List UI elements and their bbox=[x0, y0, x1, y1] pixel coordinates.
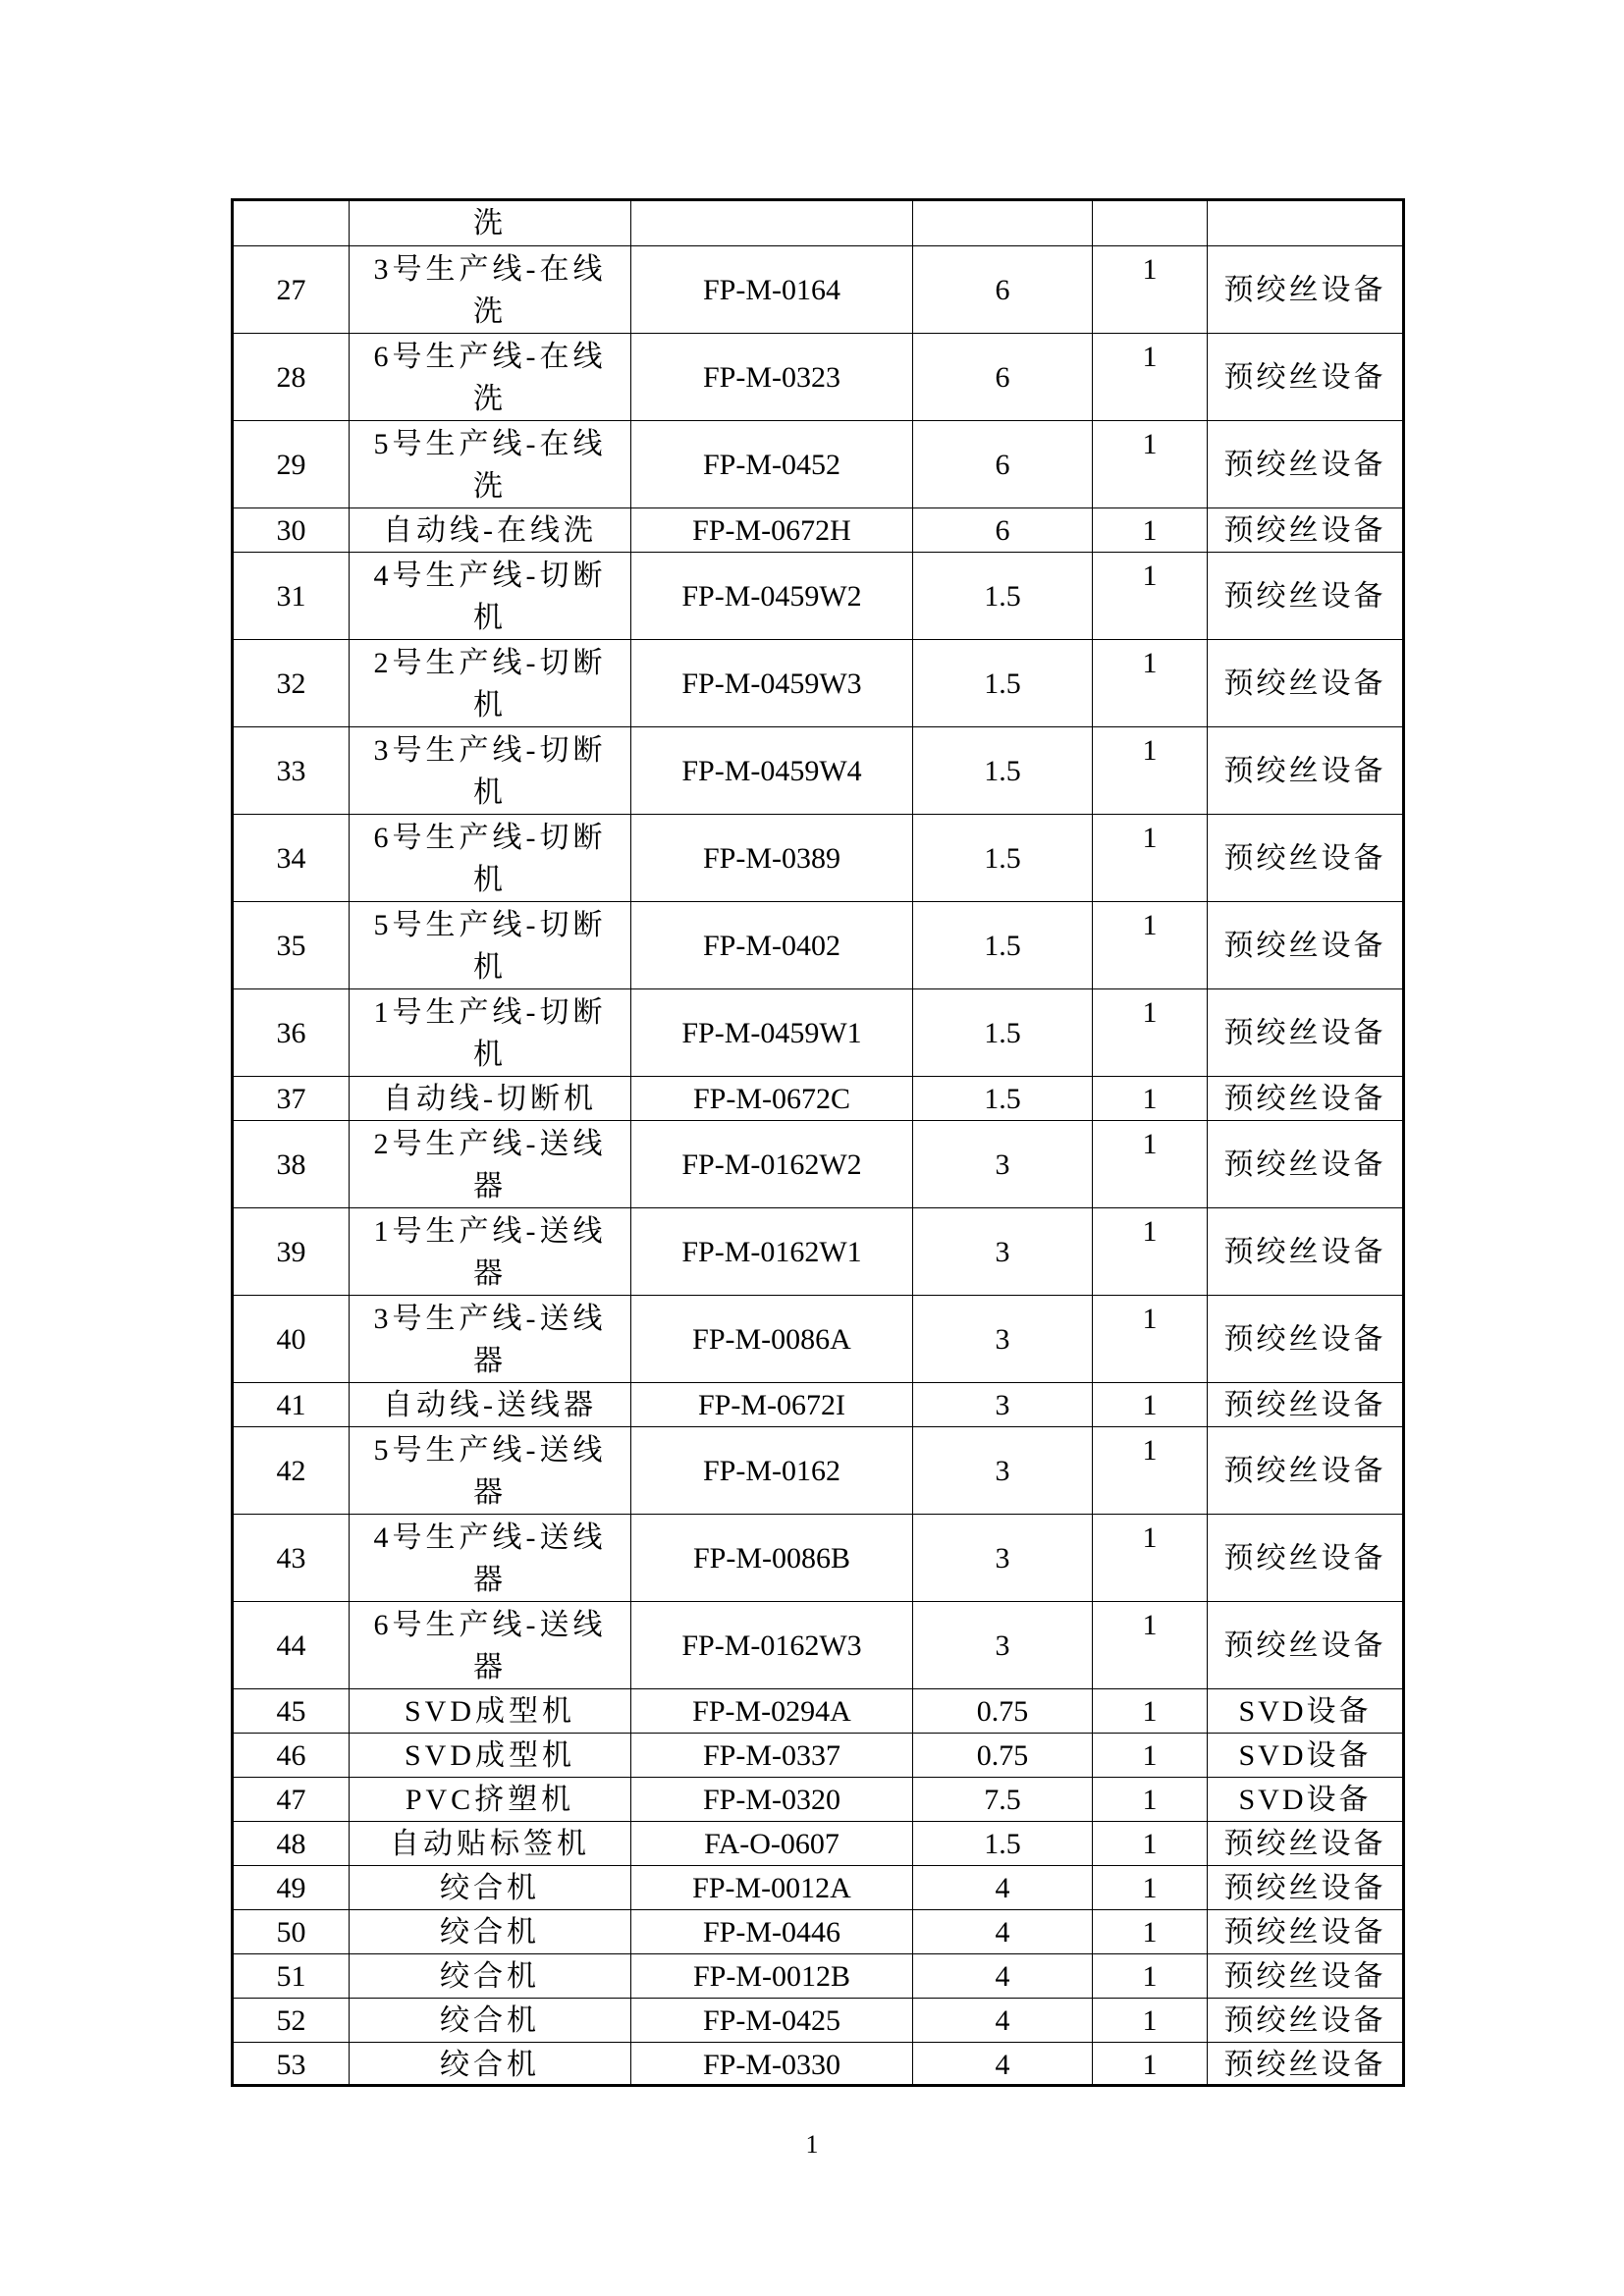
category-cell: SVD设备 bbox=[1208, 1778, 1402, 1822]
category-cell: 预绞丝设备 bbox=[1208, 815, 1402, 902]
equipment-name-cell: 6号生产线-切断机 bbox=[350, 815, 631, 902]
power-cell: 1.5 bbox=[913, 902, 1093, 989]
row-number-cell: 32 bbox=[234, 640, 350, 727]
quantity-cell: 1 bbox=[1093, 727, 1208, 815]
equipment-name-cell: 自动线-切断机 bbox=[350, 1077, 631, 1121]
category-cell bbox=[1208, 201, 1402, 246]
equipment-code-cell: FP-M-0402 bbox=[631, 902, 913, 989]
row-number-cell: 38 bbox=[234, 1121, 350, 1208]
power-cell: 0.75 bbox=[913, 1734, 1093, 1778]
row-number-cell: 48 bbox=[234, 1822, 350, 1866]
quantity-cell: 1 bbox=[1093, 1427, 1208, 1515]
page-number: 1 bbox=[805, 2130, 819, 2159]
row-number-cell bbox=[234, 201, 350, 246]
power-cell: 1.5 bbox=[913, 815, 1093, 902]
equipment-name-cell: 洗 bbox=[350, 201, 631, 246]
row-number-cell: 49 bbox=[234, 1866, 350, 1910]
equipment-name-cell: 绞合机 bbox=[350, 2043, 631, 2087]
quantity-cell: 1 bbox=[1093, 2043, 1208, 2087]
power-cell: 3 bbox=[913, 1515, 1093, 1602]
row-number-cell: 40 bbox=[234, 1296, 350, 1383]
quantity-cell: 1 bbox=[1093, 1121, 1208, 1208]
quantity-cell: 1 bbox=[1093, 1734, 1208, 1778]
quantity-cell: 1 bbox=[1093, 1778, 1208, 1822]
quantity-cell: 1 bbox=[1093, 989, 1208, 1077]
category-cell: 预绞丝设备 bbox=[1208, 1602, 1402, 1689]
category-cell: 预绞丝设备 bbox=[1208, 1515, 1402, 1602]
power-cell: 4 bbox=[913, 1866, 1093, 1910]
equipment-code-cell: FP-M-0459W4 bbox=[631, 727, 913, 815]
category-cell: 预绞丝设备 bbox=[1208, 1910, 1402, 1954]
equipment-name-cell: 6号生产线-送线器 bbox=[350, 1602, 631, 1689]
quantity-cell: 1 bbox=[1093, 1383, 1208, 1427]
equipment-name-cell: 3号生产线-切断机 bbox=[350, 727, 631, 815]
equipment-code-cell: FP-M-0446 bbox=[631, 1910, 913, 1954]
equipment-code-cell: FP-M-0086A bbox=[631, 1296, 913, 1383]
power-cell: 1.5 bbox=[913, 727, 1093, 815]
category-cell: SVD设备 bbox=[1208, 1734, 1402, 1778]
power-cell: 4 bbox=[913, 1910, 1093, 1954]
equipment-name-cell: 绞合机 bbox=[350, 1866, 631, 1910]
equipment-code-cell: FP-M-0164 bbox=[631, 246, 913, 334]
quantity-cell: 1 bbox=[1093, 1208, 1208, 1296]
equipment-code-cell: FP-M-0425 bbox=[631, 1999, 913, 2043]
equipment-table bbox=[231, 198, 1405, 2087]
equipment-name-cell: 自动线-送线器 bbox=[350, 1383, 631, 1427]
power-cell: 4 bbox=[913, 2043, 1093, 2087]
row-number-cell: 35 bbox=[234, 902, 350, 989]
row-number-cell: 42 bbox=[234, 1427, 350, 1515]
row-number-cell: 50 bbox=[234, 1910, 350, 1954]
category-cell: 预绞丝设备 bbox=[1208, 727, 1402, 815]
quantity-cell: 1 bbox=[1093, 1602, 1208, 1689]
power-cell: 0.75 bbox=[913, 1689, 1093, 1734]
power-cell: 4 bbox=[913, 1999, 1093, 2043]
equipment-name-cell: 2号生产线-切断机 bbox=[350, 640, 631, 727]
row-number-cell: 31 bbox=[234, 553, 350, 640]
row-number-cell: 27 bbox=[234, 246, 350, 334]
power-cell: 6 bbox=[913, 421, 1093, 508]
row-number-cell: 47 bbox=[234, 1778, 350, 1822]
row-number-cell: 46 bbox=[234, 1734, 350, 1778]
category-cell: 预绞丝设备 bbox=[1208, 989, 1402, 1077]
equipment-code-cell: FP-M-0162W2 bbox=[631, 1121, 913, 1208]
power-cell: 7.5 bbox=[913, 1778, 1093, 1822]
equipment-code-cell: FP-M-0389 bbox=[631, 815, 913, 902]
power-cell: 4 bbox=[913, 1954, 1093, 1999]
row-number-cell: 41 bbox=[234, 1383, 350, 1427]
equipment-name-cell: 绞合机 bbox=[350, 1910, 631, 1954]
row-number-cell: 51 bbox=[234, 1954, 350, 1999]
power-cell: 3 bbox=[913, 1383, 1093, 1427]
row-number-cell: 45 bbox=[234, 1689, 350, 1734]
quantity-cell: 1 bbox=[1093, 815, 1208, 902]
quantity-cell: 1 bbox=[1093, 1296, 1208, 1383]
equipment-code-cell: FP-M-0459W2 bbox=[631, 553, 913, 640]
equipment-code-cell: FP-M-0672H bbox=[631, 508, 913, 553]
category-cell: SVD设备 bbox=[1208, 1689, 1402, 1734]
equipment-code-cell: FP-M-0672C bbox=[631, 1077, 913, 1121]
equipment-name-cell: 5号生产线-切断机 bbox=[350, 902, 631, 989]
row-number-cell: 37 bbox=[234, 1077, 350, 1121]
power-cell: 3 bbox=[913, 1296, 1093, 1383]
equipment-name-cell: 6号生产线-在线洗 bbox=[350, 334, 631, 421]
category-cell: 预绞丝设备 bbox=[1208, 1822, 1402, 1866]
equipment-code-cell: FP-M-0162W3 bbox=[631, 1602, 913, 1689]
category-cell: 预绞丝设备 bbox=[1208, 1077, 1402, 1121]
equipment-code-cell bbox=[631, 201, 913, 246]
category-cell: 预绞丝设备 bbox=[1208, 1296, 1402, 1383]
category-cell: 预绞丝设备 bbox=[1208, 1999, 1402, 2043]
equipment-code-cell: FP-M-0452 bbox=[631, 421, 913, 508]
power-cell: 3 bbox=[913, 1121, 1093, 1208]
equipment-code-cell: FP-M-0330 bbox=[631, 2043, 913, 2087]
quantity-cell: 1 bbox=[1093, 1954, 1208, 1999]
quantity-cell bbox=[1093, 201, 1208, 246]
category-cell: 预绞丝设备 bbox=[1208, 1121, 1402, 1208]
equipment-name-cell: 5号生产线-在线洗 bbox=[350, 421, 631, 508]
equipment-name-cell: PVC挤塑机 bbox=[350, 1778, 631, 1822]
equipment-name-cell: 4号生产线-送线器 bbox=[350, 1515, 631, 1602]
quantity-cell: 1 bbox=[1093, 246, 1208, 334]
equipment-name-cell: 5号生产线-送线器 bbox=[350, 1427, 631, 1515]
power-cell: 6 bbox=[913, 246, 1093, 334]
category-cell: 预绞丝设备 bbox=[1208, 1954, 1402, 1999]
equipment-code-cell: FP-M-0320 bbox=[631, 1778, 913, 1822]
equipment-name-cell: 4号生产线-切断机 bbox=[350, 553, 631, 640]
equipment-name-cell: 3号生产线-送线器 bbox=[350, 1296, 631, 1383]
power-cell: 6 bbox=[913, 508, 1093, 553]
quantity-cell: 1 bbox=[1093, 1689, 1208, 1734]
equipment-name-cell: SVD成型机 bbox=[350, 1689, 631, 1734]
equipment-code-cell: FP-M-0012B bbox=[631, 1954, 913, 1999]
row-number-cell: 39 bbox=[234, 1208, 350, 1296]
row-number-cell: 29 bbox=[234, 421, 350, 508]
row-number-cell: 43 bbox=[234, 1515, 350, 1602]
equipment-code-cell: FP-M-0086B bbox=[631, 1515, 913, 1602]
category-cell: 预绞丝设备 bbox=[1208, 1383, 1402, 1427]
quantity-cell: 1 bbox=[1093, 1515, 1208, 1602]
category-cell: 预绞丝设备 bbox=[1208, 1208, 1402, 1296]
equipment-code-cell: FP-M-0459W1 bbox=[631, 989, 913, 1077]
equipment-code-cell: FP-M-0012A bbox=[631, 1866, 913, 1910]
category-cell: 预绞丝设备 bbox=[1208, 246, 1402, 334]
quantity-cell: 1 bbox=[1093, 1999, 1208, 2043]
equipment-name-cell: 1号生产线-送线器 bbox=[350, 1208, 631, 1296]
row-number-cell: 53 bbox=[234, 2043, 350, 2087]
power-cell bbox=[913, 201, 1093, 246]
power-cell: 6 bbox=[913, 334, 1093, 421]
category-cell: 预绞丝设备 bbox=[1208, 334, 1402, 421]
row-number-cell: 34 bbox=[234, 815, 350, 902]
row-number-cell: 28 bbox=[234, 334, 350, 421]
quantity-cell: 1 bbox=[1093, 1077, 1208, 1121]
category-cell: 预绞丝设备 bbox=[1208, 508, 1402, 553]
equipment-code-cell: FP-M-0162 bbox=[631, 1427, 913, 1515]
equipment-name-cell: 自动贴标签机 bbox=[350, 1822, 631, 1866]
row-number-cell: 36 bbox=[234, 989, 350, 1077]
equipment-name-cell: 3号生产线-在线洗 bbox=[350, 246, 631, 334]
power-cell: 1.5 bbox=[913, 1077, 1093, 1121]
quantity-cell: 1 bbox=[1093, 334, 1208, 421]
power-cell: 1.5 bbox=[913, 989, 1093, 1077]
category-cell: 预绞丝设备 bbox=[1208, 1427, 1402, 1515]
quantity-cell: 1 bbox=[1093, 553, 1208, 640]
quantity-cell: 1 bbox=[1093, 902, 1208, 989]
power-cell: 3 bbox=[913, 1427, 1093, 1515]
quantity-cell: 1 bbox=[1093, 640, 1208, 727]
category-cell: 预绞丝设备 bbox=[1208, 421, 1402, 508]
equipment-code-cell: FP-M-0294A bbox=[631, 1689, 913, 1734]
quantity-cell: 1 bbox=[1093, 1910, 1208, 1954]
power-cell: 1.5 bbox=[913, 1822, 1093, 1866]
power-cell: 3 bbox=[913, 1602, 1093, 1689]
equipment-name-cell: 自动线-在线洗 bbox=[350, 508, 631, 553]
equipment-code-cell: FP-M-0162W1 bbox=[631, 1208, 913, 1296]
category-cell: 预绞丝设备 bbox=[1208, 640, 1402, 727]
equipment-code-cell: FA-O-0607 bbox=[631, 1822, 913, 1866]
category-cell: 预绞丝设备 bbox=[1208, 902, 1402, 989]
row-number-cell: 52 bbox=[234, 1999, 350, 2043]
power-cell: 1.5 bbox=[913, 640, 1093, 727]
equipment-name-cell: 绞合机 bbox=[350, 1999, 631, 2043]
row-number-cell: 30 bbox=[234, 508, 350, 553]
equipment-name-cell: 2号生产线-送线器 bbox=[350, 1121, 631, 1208]
equipment-code-cell: FP-M-0459W3 bbox=[631, 640, 913, 727]
equipment-name-cell: 绞合机 bbox=[350, 1954, 631, 1999]
equipment-name-cell: SVD成型机 bbox=[350, 1734, 631, 1778]
quantity-cell: 1 bbox=[1093, 1866, 1208, 1910]
equipment-code-cell: FP-M-0337 bbox=[631, 1734, 913, 1778]
category-cell: 预绞丝设备 bbox=[1208, 553, 1402, 640]
category-cell: 预绞丝设备 bbox=[1223, 2049, 1386, 2081]
category-cell: 预绞丝设备 bbox=[1208, 1866, 1402, 1910]
power-cell: 1.5 bbox=[913, 553, 1093, 640]
power-cell: 3 bbox=[913, 1208, 1093, 1296]
equipment-code-cell: FP-M-0672I bbox=[631, 1383, 913, 1427]
row-number-cell: 44 bbox=[234, 1602, 350, 1689]
row-number-cell: 33 bbox=[234, 727, 350, 815]
quantity-cell: 1 bbox=[1093, 508, 1208, 553]
equipment-name-cell: 1号生产线-切断机 bbox=[350, 989, 631, 1077]
equipment-code-cell: FP-M-0323 bbox=[631, 334, 913, 421]
quantity-cell: 1 bbox=[1093, 1822, 1208, 1866]
quantity-cell: 1 bbox=[1093, 421, 1208, 508]
